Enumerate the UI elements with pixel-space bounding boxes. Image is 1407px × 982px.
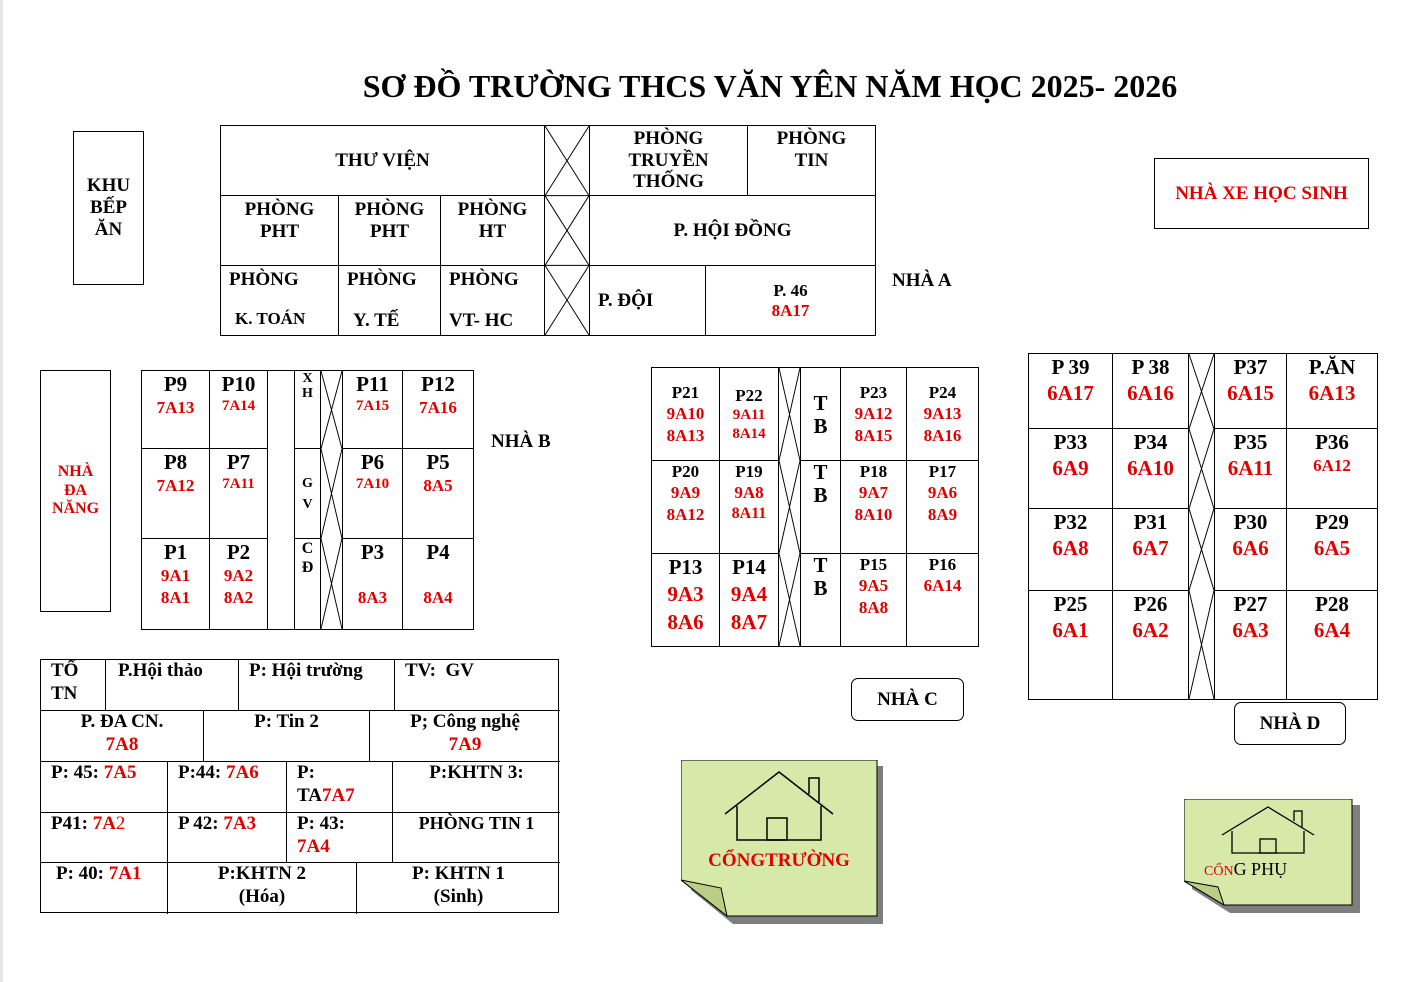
- english-room: P: TA7A7: [287, 762, 393, 813]
- room-p39: P 39 6A17: [1029, 354, 1113, 429]
- room-40: P: 40: 7A1: [41, 863, 168, 914]
- building-b: [141, 370, 474, 630]
- page-title: SƠ ĐỒ TRƯỜNG THCS VĂN YÊN NĂM HỌC 2025- 2026: [362, 68, 1178, 104]
- science-lab-3: P:KHTN 3:: [429, 762, 524, 783]
- medical-room: PHÒNG Y. TẾ: [339, 266, 441, 336]
- room-p31: P31 6A7: [1113, 509, 1189, 591]
- room-p14: P14 9A4 8A7: [720, 554, 779, 647]
- kitchen-line-1: KHU: [86, 175, 131, 197]
- room-p6: P6 7A10: [343, 449, 403, 539]
- room-45: P: 45: 7A5: [41, 762, 168, 813]
- admin-room: PHÒNG VT- HC: [441, 266, 545, 336]
- it-room-2: P: Tin 2: [204, 711, 370, 762]
- left-edge: [0, 0, 3, 982]
- corridor-b: [268, 371, 295, 630]
- tb-room-2: T B: [801, 461, 841, 554]
- room-43: P: 43: 7A4: [287, 813, 393, 863]
- science-dept-room: TỔ TN: [41, 660, 106, 711]
- xh-room: X H: [295, 371, 321, 449]
- building-c: [651, 367, 979, 647]
- room-p1: P1 9A1 8A1: [142, 539, 210, 630]
- room-p21: P21 9A10 8A13: [652, 368, 720, 461]
- multi-tech-room: P. ĐA CN. 7A8: [41, 711, 204, 762]
- room-p32: P32 6A8: [1029, 509, 1113, 591]
- room-p3: P3 8A3: [343, 539, 403, 630]
- room-p27: P27 6A3: [1215, 591, 1287, 700]
- building-e: [40, 659, 559, 913]
- room-44: P:44: 7A6: [168, 762, 287, 813]
- room-p4: P4 8A4: [403, 539, 474, 630]
- stair-c: [779, 368, 801, 647]
- room-p35: P35 6A11: [1215, 429, 1287, 509]
- main-gate-label: CỔNGTRƯỜNG: [708, 850, 850, 871]
- room-p8: P8 7A12: [142, 449, 210, 539]
- stair-a: [545, 126, 590, 336]
- it-room: PHÒNG TIN: [748, 126, 876, 196]
- room-p2: P2 9A2 8A2: [210, 539, 268, 630]
- auditorium: P: Hội trường: [239, 660, 395, 711]
- room-p5: P5 8A5: [403, 449, 474, 539]
- room-p7: P7 7A11: [210, 449, 268, 539]
- gym-box: [40, 370, 111, 612]
- room-p25: P25 6A1: [1029, 591, 1113, 700]
- it-room-1: PHÒNG TIN 1: [418, 813, 535, 833]
- label-nha-b: NHÀ B: [491, 431, 551, 452]
- room-p26: P26 6A2: [1113, 591, 1189, 700]
- room-p15: P15 9A5 8A8: [841, 554, 907, 647]
- room-p18: P18 9A7 8A10: [841, 461, 907, 554]
- tradition-room: PHÒNG TRUYỀN THỐNG: [590, 126, 748, 196]
- seminar-room: P.Hội thảo: [106, 660, 239, 711]
- room-p30: P30 6A6: [1215, 509, 1287, 591]
- house-icon-small: [1220, 805, 1316, 855]
- room-p19: P19 9A8 8A11: [720, 461, 779, 554]
- label-nha-a: NHÀ A: [892, 270, 952, 291]
- gym-line-3: NĂNG: [51, 500, 100, 518]
- tb-room-3: T B: [801, 554, 841, 647]
- house-icon: [723, 770, 835, 842]
- vice-principal-room-2: PHÒNG PHT: [339, 196, 441, 266]
- room-p11: P11 7A15: [343, 371, 403, 449]
- room-p29: P29 6A5: [1287, 509, 1378, 591]
- room-p9: P9 7A13: [142, 371, 210, 449]
- label-nha-c: NHÀ C: [851, 678, 964, 721]
- teacher-library: TV: GV: [405, 660, 474, 681]
- room-p36: P36 6A12: [1287, 429, 1378, 509]
- student-parking: [1154, 158, 1369, 229]
- room-p23: P23 9A12 8A15: [841, 368, 907, 461]
- kitchen-line-2: BẾP: [90, 197, 127, 219]
- room-p12: P12 7A16: [403, 371, 474, 449]
- room-p34: P34 6A10: [1113, 429, 1189, 509]
- gym-line-2: ĐA: [63, 481, 88, 499]
- room-p33: P33 6A9: [1029, 429, 1113, 509]
- room-p28: P28 6A4: [1287, 591, 1378, 700]
- room-p24: P24 9A13 8A16: [907, 368, 979, 461]
- side-gate-label: CỔNG PHỤ: [1204, 859, 1288, 879]
- room-p-an: P.ĂN 6A13: [1287, 354, 1378, 429]
- room-p20: P20 9A9 8A12: [652, 461, 720, 554]
- kitchen-line-3: ĂN: [94, 218, 123, 240]
- parking-label: NHÀ XE HỌC SINH: [1175, 182, 1348, 204]
- room-p37: P37 6A15: [1215, 354, 1287, 429]
- chemistry-lab: P:KHTN 2 (Hóa): [168, 863, 357, 914]
- gym-line-1: NHÀ: [57, 463, 94, 481]
- technology-room: P; Công nghệ 7A9: [410, 711, 520, 755]
- team-room: P. ĐỘI: [590, 266, 706, 336]
- stair-d: [1189, 354, 1215, 700]
- kitchen-box: [73, 131, 144, 285]
- principal-room: PHÒNG HT: [441, 196, 545, 266]
- library: THƯ VIỆN: [221, 126, 545, 196]
- stair-b: [321, 371, 343, 630]
- accounting-room: PHÒNG K. TOÁN: [221, 266, 339, 336]
- cd-room: C Đ: [295, 539, 321, 630]
- tb-room-1: T B: [801, 368, 841, 461]
- biology-lab: P: KHTN 1 (Sinh): [412, 863, 505, 907]
- side-gate: [1184, 799, 1362, 915]
- room-41: P41: 7A2: [41, 813, 168, 863]
- council-room: P. HỘI ĐỒNG: [590, 196, 876, 266]
- room-p16: P16 6A14: [907, 554, 979, 647]
- room-p10: P10 7A14: [210, 371, 268, 449]
- room-p17: P17 9A6 8A9: [907, 461, 979, 554]
- building-d: [1028, 353, 1378, 700]
- main-gate: [681, 760, 887, 926]
- label-nha-d: NHÀ D: [1234, 702, 1346, 745]
- room-p13: P13 9A3 8A6: [652, 554, 720, 647]
- room-p22: P22 9A11 8A14: [720, 368, 779, 461]
- gv-room: G V: [295, 449, 321, 539]
- vice-principal-room-1: PHÒNG PHT: [221, 196, 339, 266]
- room-42: P 42: 7A3: [168, 813, 287, 863]
- room-p38: P 38 6A16: [1113, 354, 1189, 429]
- building-a: [220, 125, 876, 336]
- room-46: P. 46 8A17: [706, 266, 876, 336]
